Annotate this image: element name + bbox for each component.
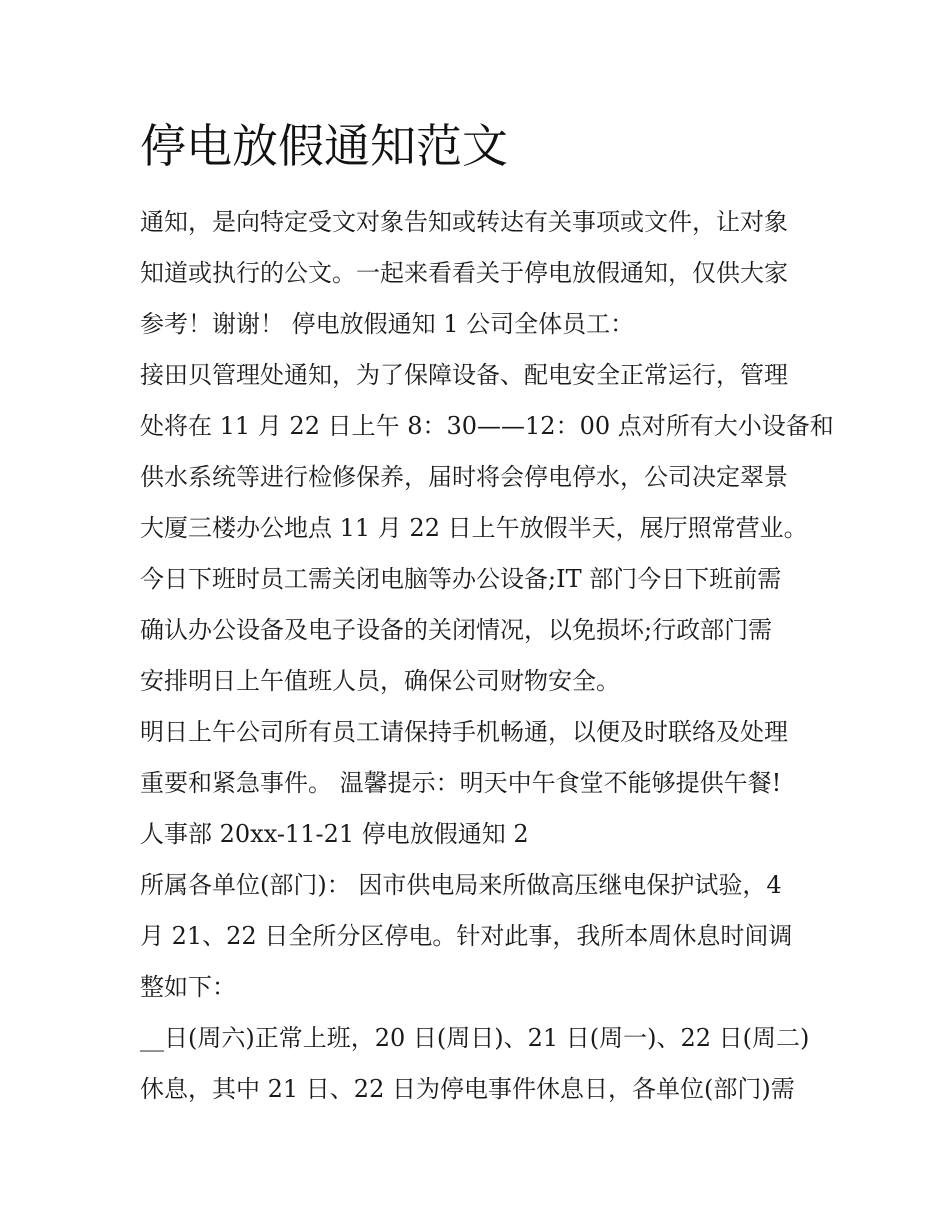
body-line: 大厦三楼办公地点 11 月 22 日上午放假半天，展厅照常营业。	[140, 514, 808, 542]
body-line: 接田贝管理处通知，为了保障设备、配电安全正常运行，管理	[140, 361, 788, 389]
body-line: 休息，其中 21 日、22 日为停电事件休息日，各单位(部门)需	[140, 1075, 795, 1103]
body-line: 所属各单位(部门)： 因市供电局来所做高压继电保护试验，4	[140, 871, 782, 899]
body-line: 人事部 20xx-11-21 停电放假通知 2	[140, 820, 529, 848]
body-line: 参考！谢谢！ 停电放假通知 1 公司全体员工：	[140, 310, 635, 338]
document-title: 停电放假通知范文	[140, 119, 508, 173]
body-line: 重要和紧急事件。 温馨提示：明天中午食堂不能够提供午餐!	[140, 769, 782, 797]
body-line: 确认办公设备及电子设备的关闭情况，以免损坏;行政部门需	[140, 616, 773, 644]
body-line: __日(周六)正常上班，20 日(周日)、21 日(周一)、22 日(周二)	[140, 1024, 810, 1052]
body-line: 处将在 11 月 22 日上午 8：30——12：00 点对所有大小设备和	[140, 412, 834, 440]
body-line: 明日上午公司所有员工请保持手机畅通，以便及时联络及处理	[140, 718, 788, 746]
body-line: 今日下班时员工需关闭电脑等办公设备;IT 部门今日下班前需	[140, 565, 782, 593]
body-line: 知道或执行的公文。一起来看看关于停电放假通知，仅供大家	[140, 259, 788, 287]
body-line: 安排明日上午值班人员，确保公司财物安全。	[140, 667, 620, 695]
body-line: 通知，是向特定受文对象告知或转达有关事项或文件，让对象	[140, 208, 788, 236]
body-line: 供水系统等进行检修保养，届时将会停电停水，公司决定翠景	[140, 463, 788, 491]
body-line: 整如下：	[140, 973, 236, 1001]
body-line: 月 21、22 日全所分区停电。针对此事，我所本周休息时间调	[140, 922, 793, 950]
